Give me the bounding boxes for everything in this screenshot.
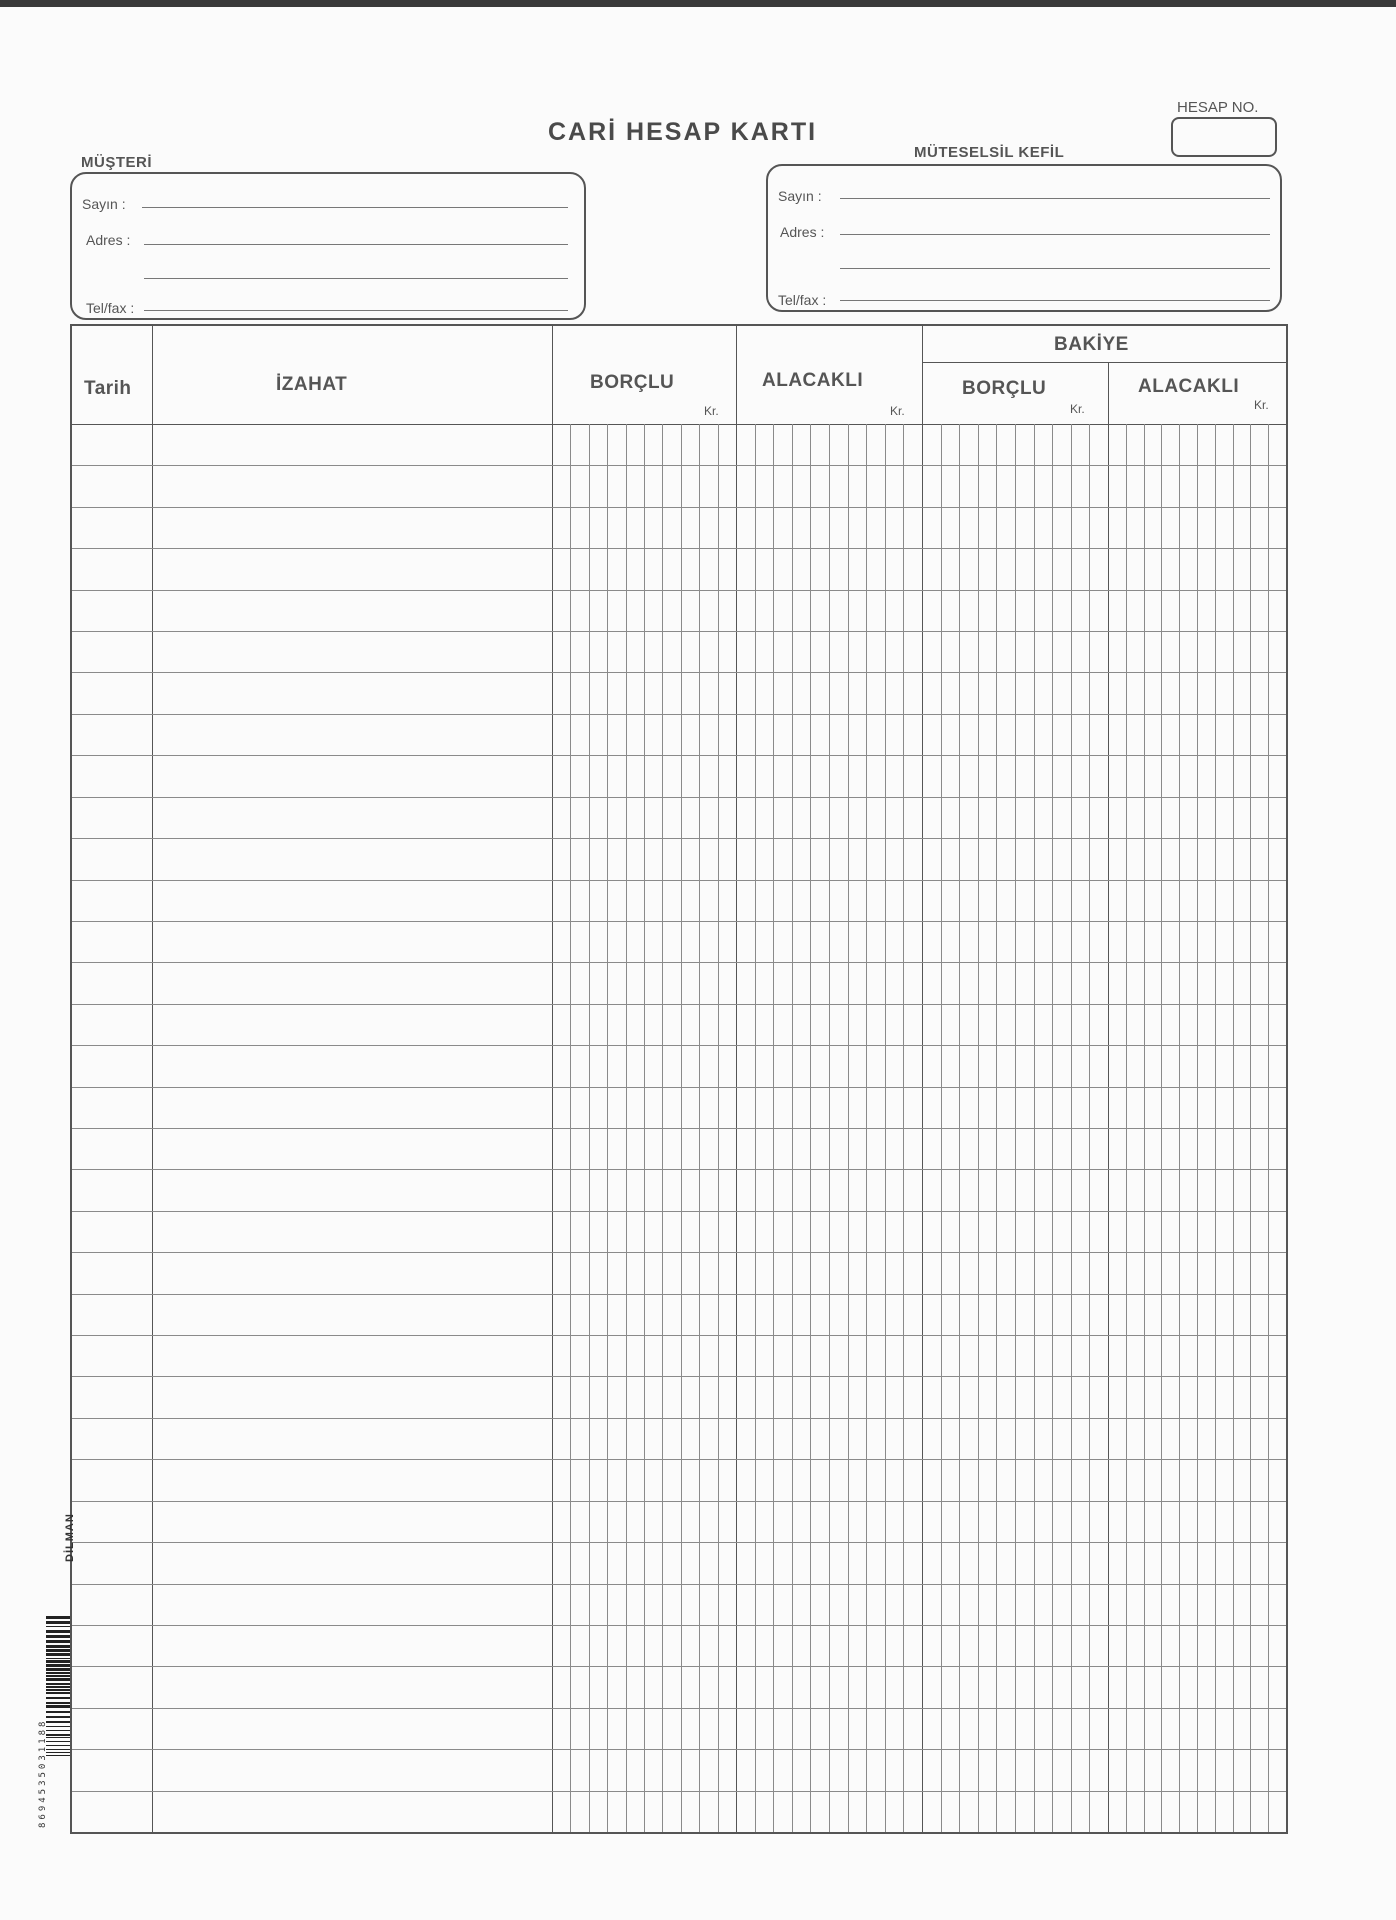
guarantor-box (766, 164, 1282, 312)
ledger-row-line (72, 1749, 1286, 1750)
ledger-row-line (72, 1584, 1286, 1585)
barcode-graphic (46, 1616, 70, 1826)
barcode-bar (46, 1730, 70, 1731)
barcode-bar (46, 1675, 70, 1677)
barcode-bar (46, 1737, 70, 1738)
ledger-row-line (72, 1335, 1286, 1336)
description-column-header: İZAHAT (276, 374, 348, 395)
barcode-bar (46, 1653, 70, 1656)
ledger-row-line (72, 1708, 1286, 1709)
ledger-row-line (72, 838, 1286, 839)
guarantor-address-field-2[interactable] (840, 268, 1270, 269)
ledger-row-line (72, 1128, 1286, 1129)
barcode-bar (46, 1711, 70, 1713)
scan-top-edge (0, 0, 1396, 7)
barcode-bar (46, 1689, 70, 1691)
account-no-label: HESAP NO. (1177, 99, 1259, 116)
brand-mark: DİLMAN (64, 1513, 76, 1562)
ledger-row-line (72, 1501, 1286, 1502)
balance-credit-cents-label: Kr. (1254, 398, 1269, 412)
ledger-row-line (72, 1211, 1286, 1212)
header-bottom-line (72, 424, 1286, 425)
ledger-row-line (72, 1625, 1286, 1626)
barcode-bar (46, 1640, 70, 1643)
balance-debit-column-header: BORÇLU (962, 378, 1047, 399)
ledger-row-line (72, 1294, 1286, 1295)
ledger-row-line (72, 755, 1286, 756)
barcode-bar (46, 1645, 70, 1648)
barcode-bar (46, 1672, 70, 1674)
ledger-row-line (72, 631, 1286, 632)
debit-credit-divider (736, 326, 737, 1832)
barcode-bar (46, 1702, 70, 1704)
balance-header-divider (922, 362, 1286, 363)
guarantor-heading: MÜTESELSİL KEFİL (914, 144, 1065, 161)
ledger-row-line (72, 880, 1286, 881)
barcode-bar (46, 1697, 70, 1699)
barcode-bar (46, 1678, 70, 1681)
ledger-row-line (72, 672, 1286, 673)
balance-debit-credit-divider (1108, 362, 1109, 1832)
barcode-bar (46, 1683, 70, 1685)
barcode-bar (46, 1668, 70, 1671)
barcode-bar (46, 1621, 70, 1624)
ledger-row-line (72, 797, 1286, 798)
customer-name-label: Sayın : (82, 196, 126, 212)
barcode-bar (46, 1630, 70, 1633)
credit-cents-label: Kr. (890, 404, 905, 418)
ledger-row-line (72, 1542, 1286, 1543)
barcode-bar (46, 1686, 70, 1688)
barcode-bar (46, 1734, 70, 1736)
ledger-row-line (72, 1666, 1286, 1667)
barcode-bar (46, 1716, 70, 1718)
barcode-bar (46, 1616, 70, 1619)
ledger-row-line (72, 714, 1286, 715)
customer-address-field-1[interactable] (144, 244, 568, 245)
date-description-divider (152, 326, 153, 1832)
ledger-row-line (72, 1004, 1286, 1005)
barcode-bar (46, 1726, 70, 1727)
barcode-bar (46, 1705, 70, 1708)
balance-debit-cents-label: Kr. (1070, 402, 1085, 416)
ledger-row-line (72, 465, 1286, 466)
ledger-table (70, 324, 1288, 1834)
barcode-digits: 8694535031188 (38, 1718, 48, 1828)
balance-credit-column-header: ALACAKLI (1138, 376, 1240, 397)
ledger-row-line (72, 1252, 1286, 1253)
barcode-bar (46, 1635, 70, 1638)
customer-phone-label: Tel/fax : (86, 300, 135, 316)
debit-cents-label: Kr. (704, 404, 719, 418)
barcode-bar (46, 1741, 70, 1742)
customer-address-field-2[interactable] (144, 278, 568, 279)
barcode-bar (46, 1658, 70, 1659)
guarantor-phone-field[interactable] (840, 300, 1270, 301)
ledger-row-line (72, 1791, 1286, 1792)
barcode-bar (46, 1692, 70, 1694)
credit-balance-divider (922, 326, 923, 1832)
guarantor-name-label: Sayın : (778, 188, 822, 204)
barcode-bar (46, 1721, 70, 1723)
guarantor-address-label: Adres : (780, 224, 825, 240)
customer-heading: MÜŞTERİ (81, 154, 152, 171)
guarantor-phone-label: Tel/fax : (778, 292, 827, 308)
barcode-bar (46, 1749, 70, 1750)
ledger-row-line (72, 590, 1286, 591)
customer-address-label: Adres : (86, 232, 131, 248)
barcode-bar (46, 1755, 70, 1756)
barcode-bar (46, 1660, 70, 1663)
credit-column-header: ALACAKLI (762, 370, 864, 391)
description-debit-divider (552, 326, 553, 1832)
customer-box (70, 172, 586, 320)
balance-column-header: BAKİYE (1054, 334, 1129, 355)
ledger-row-line (72, 548, 1286, 549)
barcode-bar (46, 1626, 70, 1627)
barcode-bar (46, 1649, 70, 1652)
guarantor-address-field-1[interactable] (840, 234, 1270, 235)
ledger-row-line (72, 1376, 1286, 1377)
account-no-field[interactable] (1171, 117, 1277, 157)
ledger-row-line (72, 1418, 1286, 1419)
barcode-bar (46, 1664, 70, 1667)
debit-column-header: BORÇLU (590, 372, 675, 393)
ledger-row-line (72, 962, 1286, 963)
date-column-header: Tarih (84, 378, 132, 399)
guarantor-name-field[interactable] (840, 198, 1270, 199)
form-title: CARİ HESAP KARTI (548, 118, 818, 146)
customer-phone-field[interactable] (144, 310, 568, 311)
ledger-row-line (72, 507, 1286, 508)
barcode-bar (46, 1745, 70, 1746)
ledger-row-line (72, 1087, 1286, 1088)
customer-name-field[interactable] (142, 207, 568, 208)
ledger-row-line (72, 1169, 1286, 1170)
ledger-row-line (72, 1459, 1286, 1460)
ledger-row-line (72, 921, 1286, 922)
ledger-row-line (72, 1045, 1286, 1046)
barcode-bar (46, 1752, 70, 1753)
